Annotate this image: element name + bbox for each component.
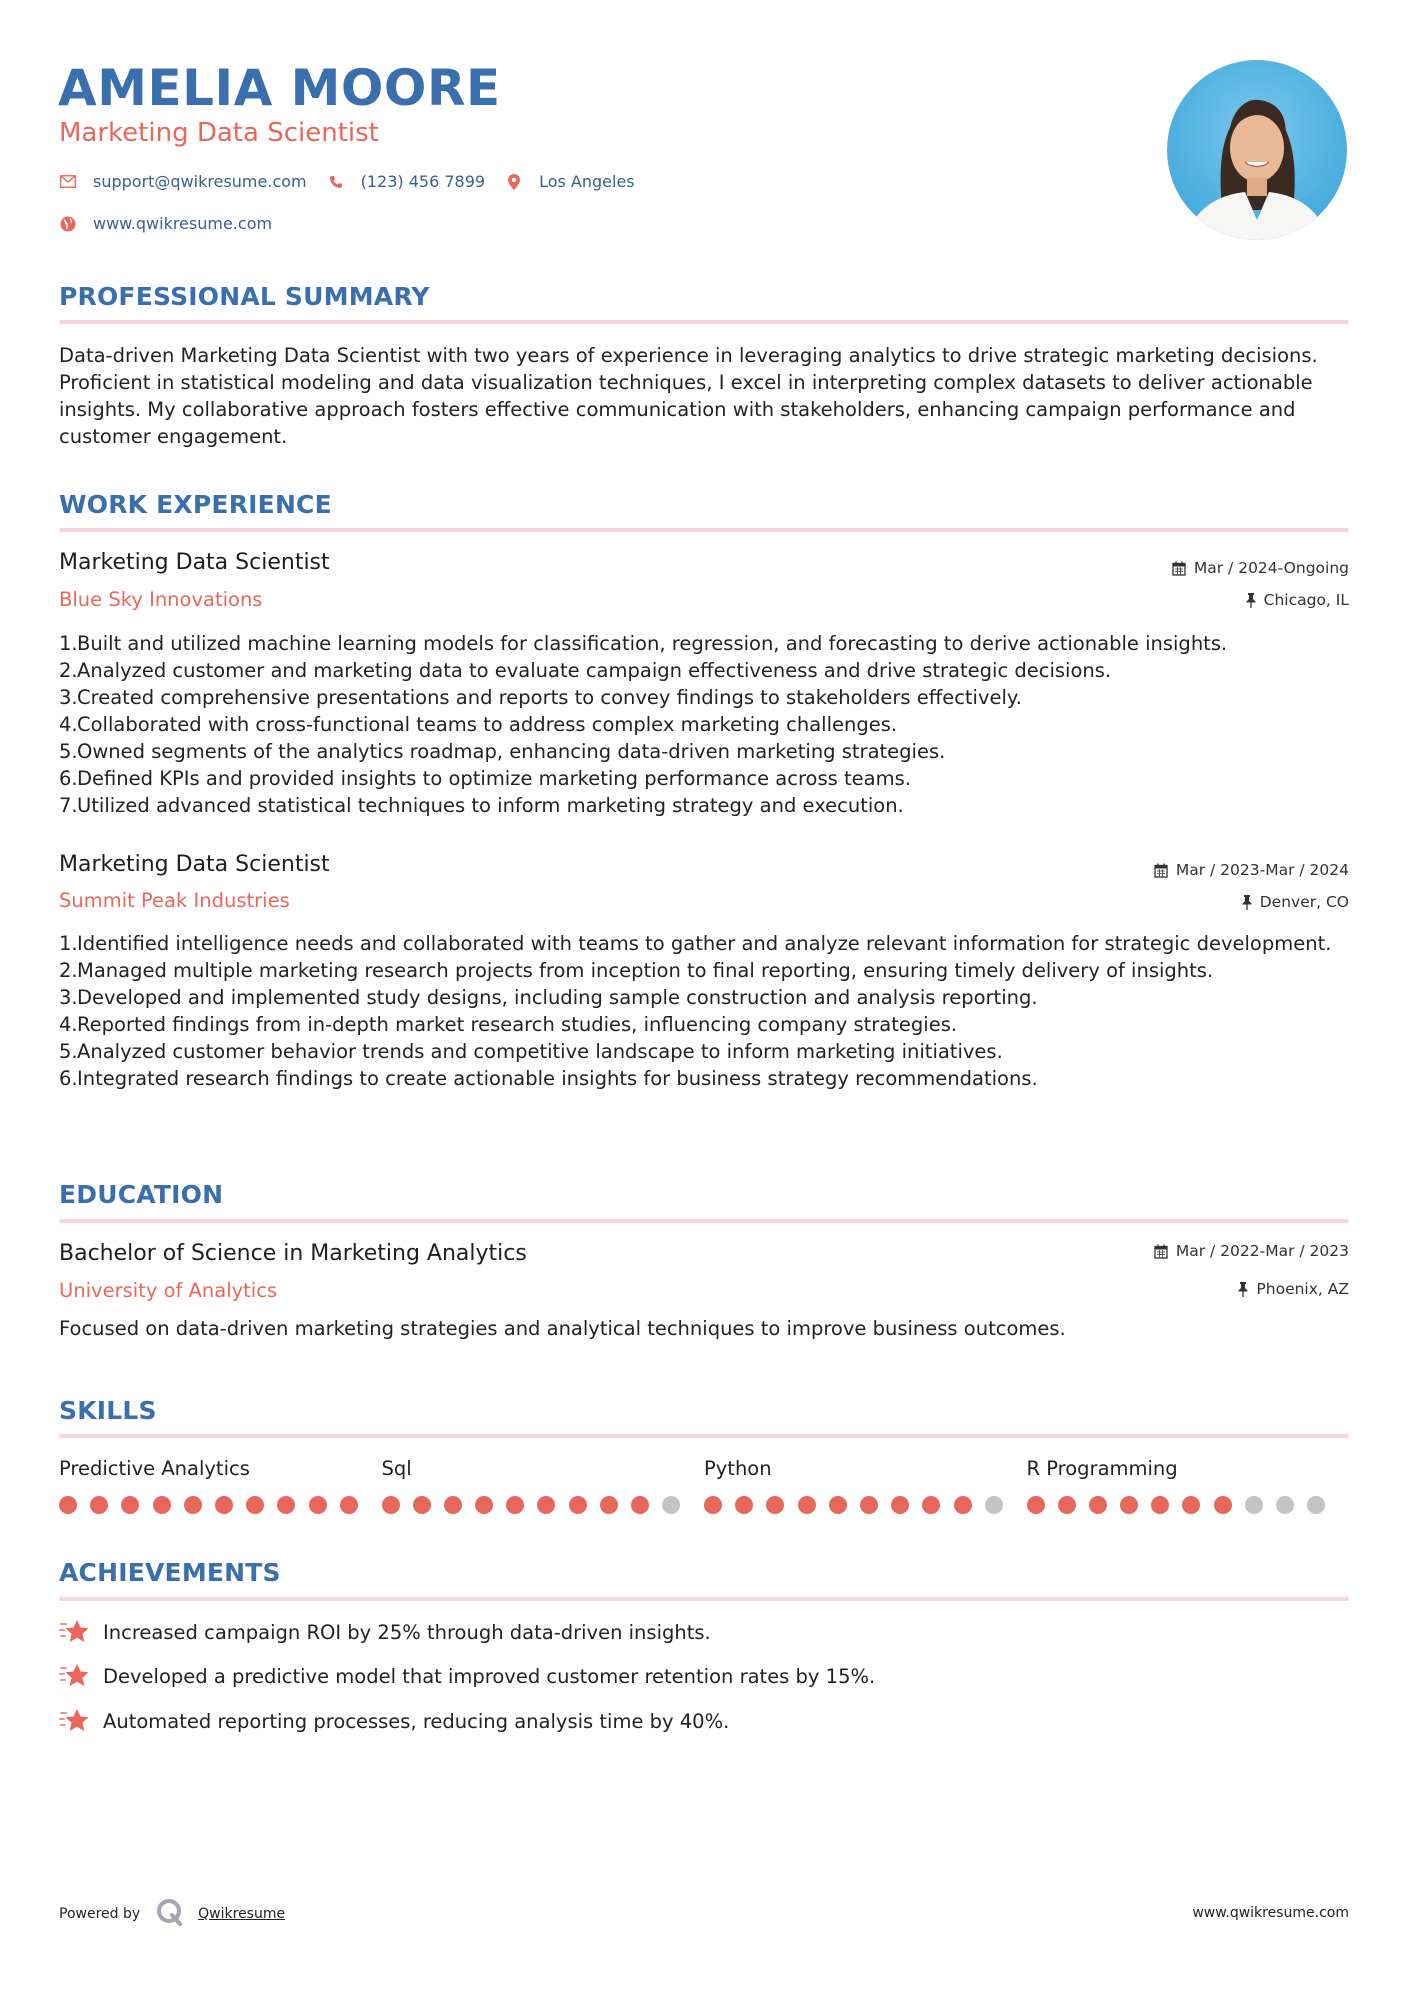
rating-dot-filled	[475, 1496, 493, 1514]
job-bullets	[59, 630, 1349, 819]
job-title: Marketing Data Scientist	[59, 550, 330, 575]
summary-text: Data-driven Marketing Data Scientist with two years of experience in leveraging analytics to drive strategic marketing decisions. Proficient in statistical modeling and data visualization techniques, I excel in interpreting complex datasets to deliver actionable insights. My collaborative approach fosters effective communication with stakeholders, enhancing campaign performance and customer engagement.	[59, 344, 1318, 448]
globe-icon	[59, 215, 77, 233]
list-item: 5. Owned segments of the analytics roadmap, enhancing data-driven marketing strategies.	[59, 740, 946, 763]
rating-dot-empty	[662, 1496, 680, 1514]
achievement-item: Increased campaign ROI by 25% through data-driven insights.	[59, 1618, 711, 1646]
skill-rating	[382, 1496, 705, 1514]
star-icon	[59, 1707, 91, 1735]
rating-dot-filled	[1214, 1496, 1232, 1514]
achievement-item: Automated reporting processes, reducing analysis time by 40%.	[59, 1707, 729, 1735]
rating-dot-filled	[309, 1496, 327, 1514]
skill-rating	[1027, 1496, 1350, 1514]
section-divider	[59, 528, 1349, 532]
star-icon	[59, 1662, 91, 1690]
job-location: Denver, CO	[1242, 893, 1349, 911]
company-name: Blue Sky Innovations	[59, 588, 263, 611]
skill-rating	[59, 1496, 382, 1514]
pushpin-icon	[1246, 593, 1256, 608]
skill-item	[382, 1456, 705, 1514]
rating-dot-filled	[121, 1496, 139, 1514]
star-icon	[59, 1618, 91, 1646]
qwikresume-logo-icon	[156, 1898, 184, 1930]
rating-dot-empty	[1307, 1496, 1325, 1514]
pushpin-icon	[1242, 895, 1252, 910]
skill-label: Predictive Analytics	[59, 1457, 250, 1480]
rating-dot-filled	[59, 1496, 77, 1514]
calendar-icon	[1154, 863, 1168, 878]
phone-text: (123) 456 7899	[360, 172, 486, 191]
rating-dot-filled	[537, 1496, 555, 1514]
contact-phone[interactable]	[327, 172, 485, 191]
rating-dot-filled	[954, 1496, 972, 1514]
profile-photo-illustration	[1167, 60, 1347, 240]
rating-dot-filled	[735, 1496, 753, 1514]
rating-dot-filled	[153, 1496, 171, 1514]
email-text: support@qwikresume.com	[93, 172, 307, 191]
skill-rating	[704, 1496, 1027, 1514]
list-item: 4. Reported findings from in-depth market research studies, influencing company strategies.	[59, 1013, 958, 1036]
rating-dot-empty	[985, 1496, 1003, 1514]
rating-dot-filled	[413, 1496, 431, 1514]
section-heading-experience: WORK EXPERIENCE	[59, 490, 332, 519]
rating-dot-filled	[215, 1496, 233, 1514]
job-dates: Mar / 2024-Ongoing	[1172, 559, 1349, 577]
envelope-icon	[59, 173, 77, 191]
calendar-icon	[1154, 1244, 1168, 1259]
section-heading-education: EDUCATION	[59, 1180, 224, 1209]
avatar	[1167, 60, 1347, 240]
list-item: 7. Utilized advanced statistical techniques to inform marketing strategy and execution.	[59, 794, 904, 817]
section-heading-skills: SKILLS	[59, 1396, 157, 1425]
rating-dot-filled	[1027, 1496, 1045, 1514]
qwikresume-link[interactable]: Qwikresume	[198, 1906, 286, 1922]
rating-dot-filled	[1120, 1496, 1138, 1514]
rating-dot-filled	[1058, 1496, 1076, 1514]
rating-dot-empty	[1276, 1496, 1294, 1514]
contact-website[interactable]	[59, 214, 272, 233]
skill-label: Python	[704, 1457, 772, 1480]
phone-icon	[327, 173, 345, 191]
candidate-title: Marketing Data Scientist	[59, 118, 379, 148]
education-dates: Mar / 2022-Mar / 2023	[1154, 1242, 1349, 1260]
section-divider	[59, 1219, 1349, 1223]
company-name: Summit Peak Industries	[59, 889, 290, 912]
section-divider	[59, 320, 1349, 324]
rating-dot-filled	[631, 1496, 649, 1514]
job-bullets	[59, 930, 1349, 1092]
skills-grid	[59, 1456, 1349, 1514]
rating-dot-filled	[798, 1496, 816, 1514]
education-location: Phoenix, AZ	[1238, 1280, 1349, 1298]
website-text: www.qwikresume.com	[93, 214, 273, 233]
rating-dot-filled	[922, 1496, 940, 1514]
list-item: 1. Identified intelligence needs and collaborated with teams to gather and analyze relevant information for strategic development.	[59, 932, 1332, 955]
job-dates: Mar / 2023-Mar / 2024	[1154, 861, 1349, 879]
pushpin-icon	[1238, 1282, 1248, 1297]
list-item: 2. Managed multiple marketing research projects from inception to final reporting, ensuring timely delivery of insights.	[59, 959, 1214, 982]
section-divider	[59, 1597, 1349, 1601]
degree-title: Bachelor of Science in Marketing Analytics	[59, 1241, 527, 1266]
location-text: Los Angeles	[539, 172, 635, 191]
list-item: 6. Defined KPIs and provided insights to optimize marketing performance across teams.	[59, 767, 911, 790]
section-heading-summary: PROFESSIONAL SUMMARY	[59, 282, 430, 311]
rating-dot-filled	[246, 1496, 264, 1514]
footer-website[interactable]: www.qwikresume.com	[1192, 1905, 1349, 1921]
list-item: 3. Created comprehensive presentations and reports to convey findings to stakeholders effectively.	[59, 686, 1022, 709]
skill-item	[1027, 1456, 1350, 1514]
list-item: 4. Collaborated with cross-functional teams to address complex marketing challenges.	[59, 713, 898, 736]
powered-by-label: Powered by	[59, 1906, 141, 1922]
rating-dot-filled	[829, 1496, 847, 1514]
skill-item	[704, 1456, 1027, 1514]
calendar-icon	[1172, 561, 1186, 576]
list-item: 2. Analyzed customer and marketing data to evaluate campaign effectiveness and drive strategic decisions.	[59, 659, 1112, 682]
skill-label: R Programming	[1026, 1457, 1178, 1480]
footer-powered-by	[59, 1898, 285, 1930]
contact-row	[59, 172, 655, 191]
rating-dot-filled	[1089, 1496, 1107, 1514]
rating-dot-filled	[184, 1496, 202, 1514]
section-heading-achievements: ACHIEVEMENTS	[59, 1558, 281, 1587]
skill-label: Sql	[381, 1457, 412, 1480]
rating-dot-filled	[340, 1496, 358, 1514]
rating-dot-filled	[766, 1496, 784, 1514]
section-divider	[59, 1434, 1349, 1438]
rating-dot-filled	[1151, 1496, 1169, 1514]
rating-dot-filled	[444, 1496, 462, 1514]
education-description: Focused on data-driven marketing strategies and analytical techniques to improve business outcomes.	[59, 1317, 1066, 1340]
rating-dot-filled	[382, 1496, 400, 1514]
rating-dot-filled	[1182, 1496, 1200, 1514]
map-pin-icon	[505, 173, 523, 191]
candidate-name: AMELIA MOORE	[58, 59, 501, 117]
contact-location	[505, 172, 635, 191]
rating-dot-empty	[1245, 1496, 1263, 1514]
rating-dot-filled	[704, 1496, 722, 1514]
list-item: 1. Built and utilized machine learning models for classification, regression, and forecasting to derive actionable insights.	[59, 632, 1228, 655]
achievement-item: Developed a predictive model that improved customer retention rates by 15%.	[59, 1662, 875, 1690]
rating-dot-filled	[860, 1496, 878, 1514]
rating-dot-filled	[90, 1496, 108, 1514]
rating-dot-filled	[569, 1496, 587, 1514]
job-location: Chicago, IL	[1246, 591, 1349, 609]
rating-dot-filled	[891, 1496, 909, 1514]
rating-dot-filled	[506, 1496, 524, 1514]
contact-email[interactable]	[59, 172, 307, 191]
school-name: University of Analytics	[59, 1279, 278, 1302]
rating-dot-filled	[277, 1496, 295, 1514]
list-item: 6. Integrated research findings to create actionable insights for business strategy recommendations.	[59, 1067, 1038, 1090]
job-title: Marketing Data Scientist	[59, 852, 330, 877]
rating-dot-filled	[600, 1496, 618, 1514]
list-item: 3. Developed and implemented study designs, including sample construction and analysis reporting.	[59, 986, 1038, 1009]
list-item: 5. Analyzed customer behavior trends and competitive landscape to inform marketing initiatives.	[59, 1040, 1003, 1063]
skill-item	[59, 1456, 382, 1514]
